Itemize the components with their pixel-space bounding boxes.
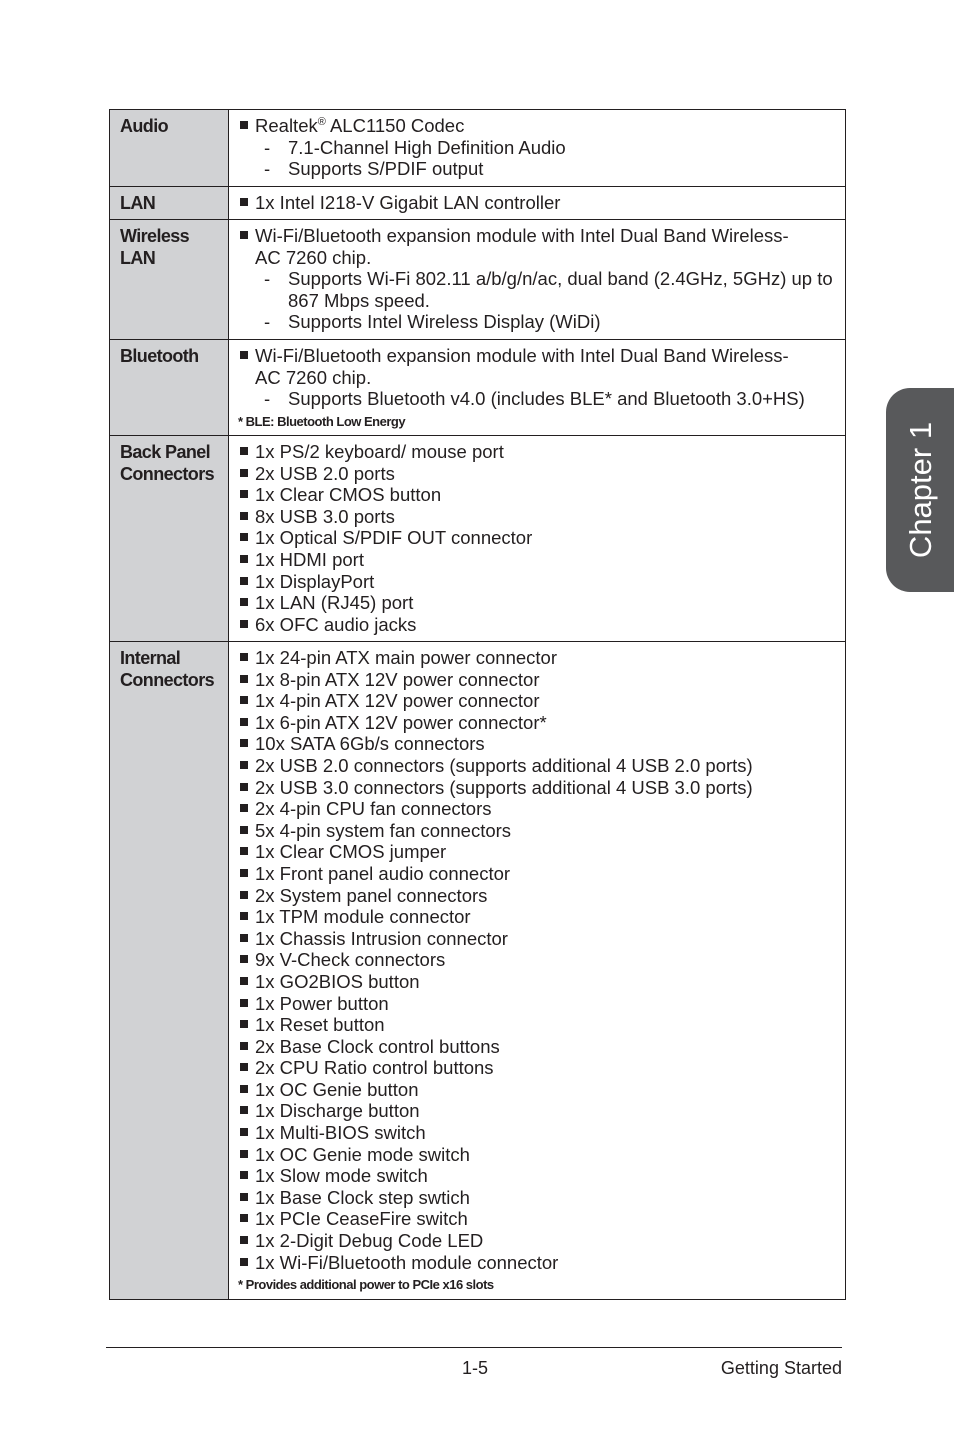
footnote: * BLE: Bluetooth Low Energy	[238, 413, 406, 429]
bullet-item: 1x Chassis Intrusion connector	[238, 928, 839, 950]
bullet-item: 1x GO2BIOS button	[238, 971, 839, 993]
label-line: Connectors	[120, 670, 215, 690]
label-line: Connectors	[120, 464, 215, 484]
chapter-tab	[886, 388, 954, 592]
row-content-lan	[229, 187, 846, 220]
row-label-audio: Audio	[110, 110, 229, 187]
bullet-item: 1x Intel I218-V Gigabit LAN controller	[238, 192, 839, 214]
specification-table	[109, 109, 846, 1300]
footer-divider	[106, 1347, 842, 1348]
bullet-item-continuation: AC 7260 chip.	[255, 366, 372, 388]
bullet-item: 1x OC Genie button	[238, 1079, 839, 1101]
spec-row-audio	[110, 110, 846, 187]
spec-row-internal-connectors	[110, 642, 846, 1300]
bullet-item: 1x Slow mode switch	[238, 1165, 839, 1187]
sub-item: - Supports Intel Wireless Display (WiDi)	[238, 311, 839, 333]
bullet-item: 2x CPU Ratio control buttons	[238, 1057, 839, 1079]
bullet-item: 1x PCIe CeaseFire switch	[238, 1208, 839, 1230]
bullet-item: 1x DisplayPort	[238, 571, 839, 593]
section-name: Getting Started	[720, 1358, 842, 1378]
spec-row-bluetooth	[110, 340, 846, 436]
spec-row-back-panel	[110, 436, 846, 642]
sub-item: - Supports Wi-Fi 802.11 a/b/g/n/ac, dual band (2.4GHz, 5GHz) up to 867 Mbps speed.	[238, 268, 839, 311]
bullet-item: 5x 4-pin system fan connectors	[238, 820, 839, 842]
bullet-item: 1x Clear CMOS jumper	[238, 841, 839, 863]
bullet-item: 1x Reset button	[238, 1014, 839, 1036]
codec-name: ALC1150 Codec	[325, 115, 465, 136]
bullet-item: 1x Base Clock step swtich	[238, 1187, 839, 1209]
row-content-audio	[229, 110, 846, 187]
bullet-item: 1x 4-pin ATX 12V power connector	[238, 690, 839, 712]
row-content-wireless-lan	[229, 220, 846, 340]
bullet-item: 1x Wi-Fi/Bluetooth module connector	[238, 1252, 839, 1274]
bullet-item: Wi-Fi/Bluetooth expansion module with Intel Dual Band Wireless-	[238, 345, 839, 367]
bullet-item: Wi-Fi/Bluetooth expansion module with Intel Dual Band Wireless-	[238, 225, 839, 247]
row-content-internal-connectors	[229, 642, 846, 1300]
bullet-item: 1x HDMI port	[238, 549, 839, 571]
bullet-item: 8x USB 3.0 ports	[238, 506, 839, 528]
page-number: 1-5	[462, 1358, 489, 1378]
row-label-internal-connectors	[110, 642, 229, 1300]
bullet-item: 1x 6-pin ATX 12V power connector*	[238, 712, 839, 734]
row-label-wireless-lan	[110, 220, 229, 340]
bullet-item: 1x 8-pin ATX 12V power connector	[238, 669, 839, 691]
row-content-bluetooth	[229, 340, 846, 436]
spec-row-lan	[110, 187, 846, 220]
bullet-item: 1x TPM module connector	[238, 906, 839, 928]
bullet-item: 1x 24-pin ATX main power connector	[238, 647, 839, 669]
label-line: LAN	[120, 248, 156, 268]
bullet-item: 1x 2-Digit Debug Code LED	[238, 1230, 839, 1252]
bullet-item: 9x V-Check connectors	[238, 949, 839, 971]
brand-name: Realtek	[255, 115, 318, 136]
row-content-back-panel	[229, 436, 846, 642]
row-label-back-panel	[110, 436, 229, 642]
bullet-item: 2x USB 2.0 connectors (supports additional 4 USB 2.0 ports)	[238, 755, 839, 777]
chapter-tab-label: Chapter 1	[903, 421, 938, 559]
bullet-item: 1x LAN (RJ45) port	[238, 592, 839, 614]
footnote: * Provides additional power to PCIe x16 slots	[238, 1277, 494, 1293]
bullet-item: 1x Power button	[238, 993, 839, 1015]
label-line: Internal	[120, 648, 181, 668]
bullet-item: 1x PS/2 keyboard/ mouse port	[238, 441, 839, 463]
sub-item: - Supports Bluetooth v4.0 (includes BLE* and Bluetooth 3.0+HS)	[238, 388, 839, 410]
label-line: Back Panel	[120, 442, 211, 462]
bullet-item: 1x OC Genie mode switch	[238, 1144, 839, 1166]
registered-mark: ®	[317, 115, 326, 128]
bullet-item: 10x SATA 6Gb/s connectors	[238, 733, 839, 755]
bullet-item: 1x Multi-BIOS switch	[238, 1122, 839, 1144]
bullet-item: 6x OFC audio jacks	[238, 614, 839, 636]
bullet-item: 1x Clear CMOS button	[238, 484, 839, 506]
row-label-lan: LAN	[110, 187, 229, 220]
bullet-item: 2x System panel connectors	[238, 885, 839, 907]
sub-item: - Supports S/PDIF output	[238, 158, 839, 180]
bullet-item: 2x 4-pin CPU fan connectors	[238, 798, 839, 820]
bullet-item: 2x USB 2.0 ports	[238, 463, 839, 485]
bullet-item	[238, 115, 839, 137]
bullet-item: 1x Optical S/PDIF OUT connector	[238, 527, 839, 549]
sub-item: - 7.1-Channel High Definition Audio	[238, 137, 839, 159]
bullet-item: 2x USB 3.0 connectors (supports additional 4 USB 3.0 ports)	[238, 777, 839, 799]
spec-row-wireless-lan	[110, 220, 846, 340]
row-label-bluetooth: Bluetooth	[110, 340, 229, 436]
label-line: Wireless	[120, 226, 190, 246]
bullet-item: 1x Front panel audio connector	[238, 863, 839, 885]
bullet-item: 2x Base Clock control buttons	[238, 1036, 839, 1058]
bullet-item-continuation: AC 7260 chip.	[255, 246, 372, 268]
bullet-item: 1x Discharge button	[238, 1100, 839, 1122]
